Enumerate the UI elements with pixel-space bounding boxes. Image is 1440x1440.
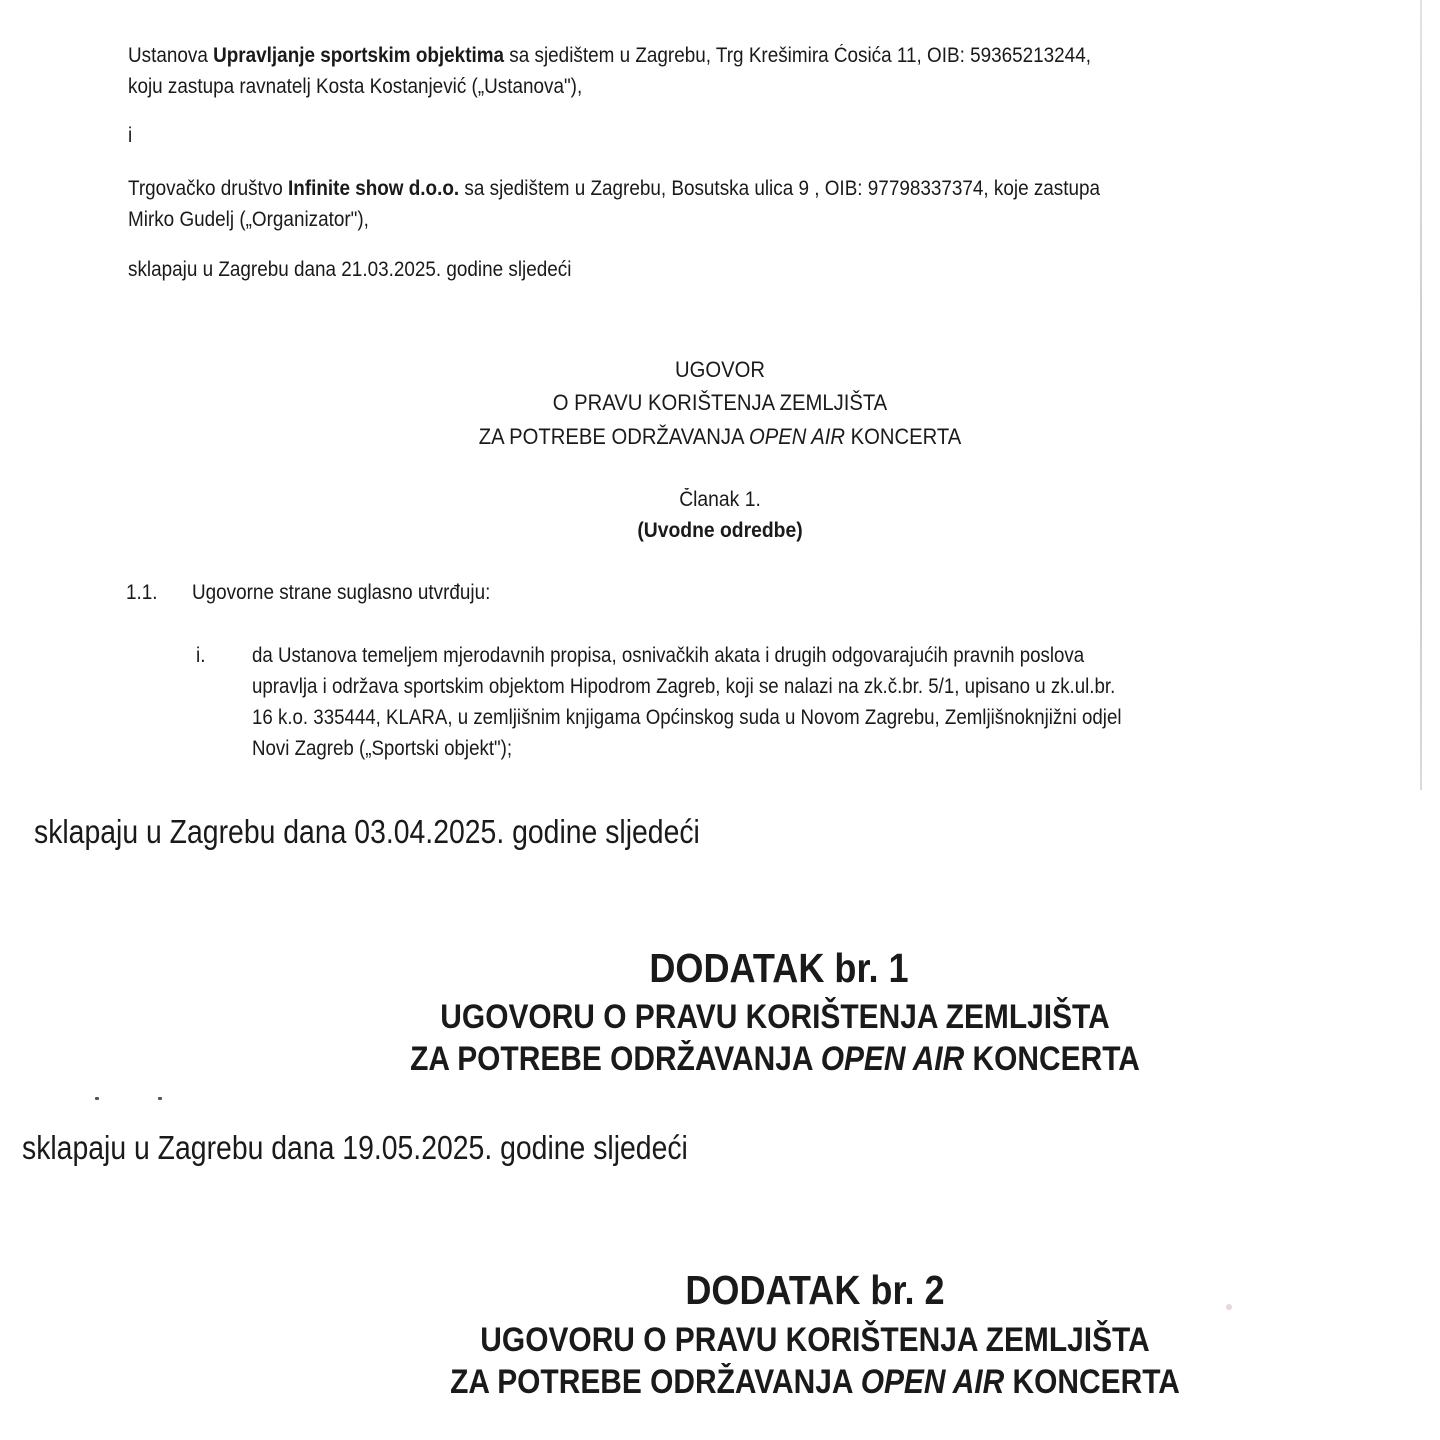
party1-line2: koju zastupa ravnatelj Kosta Kostanjević („Ustanova"), — [128, 75, 583, 98]
amendment2-signing-line: sklapaju u Zagrebu dana 19.05.2025. godine sljedeći — [22, 1129, 688, 1166]
amendment1-signing-line: sklapaju u Zagrebu dana 03.04.2025. godine sljedeći — [34, 813, 700, 850]
title-prefix: ZA POTREBE ODRŽAVANJA — [478, 424, 750, 449]
title-prefix: ZA POTREBE ODRŽAVANJA — [410, 1040, 821, 1078]
scan-speck — [158, 1097, 162, 1100]
party1-line1 — [128, 40, 1091, 71]
party2-details: sa sjedištem u Zagrebu, Bosutska ulica 9 , OIB: 97798337374, koje zastupa — [459, 177, 1101, 200]
article-heading: (Uvodne odredbe) — [637, 519, 803, 542]
scan-blot — [1226, 1304, 1232, 1310]
item-marker: i. — [196, 644, 206, 667]
scan-edge — [1420, 0, 1422, 790]
contract-title-line3 — [58, 420, 1383, 453]
conjunction: i — [128, 124, 133, 147]
amendment1-title-line3 — [141, 1038, 1408, 1080]
party1-name: Upravljanje sportskim objektima — [213, 44, 505, 67]
amendment2-title-line3 — [181, 1361, 1440, 1403]
amendment1-excerpt — [0, 800, 1440, 1100]
clause-number: 1.1. — [126, 581, 158, 604]
party2-name: Infinite show d.o.o. — [288, 177, 460, 200]
party2-line1 — [128, 173, 1100, 204]
item-line: upravlja i održava sportskim objektom Hipodrom Zagreb, koji se nalazi na zk.č.br. 5/1, upisano u zk.ul.br. — [252, 675, 1116, 698]
amendment2-excerpt — [0, 1110, 1440, 1440]
contract-title-line1: UGOVOR — [675, 357, 765, 382]
party2-prefix: Trgovačko društvo — [128, 177, 289, 200]
clause-text: Ugovorne strane suglasno utvrđuju: — [192, 581, 491, 604]
item-line: 16 k.o. 335444, KLARA, u zemljišnim knjigama Općinskog suda u Novom Zagrebu, Zemljišnoknjižni odjel — [252, 706, 1122, 729]
item-line: Novi Zagreb („Sportski objekt"); — [252, 737, 513, 760]
party1-prefix: Ustanova — [128, 44, 214, 67]
title-suffix: KONCERTA — [964, 1040, 1140, 1078]
scan-speck — [95, 1097, 99, 1100]
item-line: da Ustanova temeljem mjerodavnih propisa, osnivačkih akata i drugih odgovarajućih pravnih poslova — [252, 644, 1085, 667]
amendment2-title-line2: UGOVORU O PRAVU KORIŠTENJA ZEMLJIŠTA — [480, 1321, 1150, 1359]
title-prefix: ZA POTREBE ODRŽAVANJA — [450, 1363, 861, 1401]
title-suffix: KONCERTA — [845, 424, 962, 449]
amendment2-title: DODATAK br. 2 — [685, 1267, 945, 1313]
contract-signing-line: sklapaju u Zagrebu dana 21.03.2025. godine sljedeći — [128, 258, 572, 281]
title-italic: OPEN AIR — [820, 1040, 965, 1078]
amendment1-title-line2: UGOVORU O PRAVU KORIŠTENJA ZEMLJIŠTA — [440, 998, 1110, 1036]
title-italic: OPEN AIR — [860, 1363, 1005, 1401]
amendment1-title: DODATAK br. 1 — [649, 945, 909, 991]
title-italic: OPEN AIR — [749, 424, 846, 449]
party2-line2: Mirko Gudelj („Organizator"), — [128, 208, 369, 231]
party1-details: sa sjedištem u Zagrebu, Trg Krešimira Ćosića 11, OIB: 59365213244, — [504, 44, 1091, 67]
contract-title-line2: O PRAVU KORIŠTENJA ZEMLJIŠTA — [552, 390, 888, 415]
article-number: Članak 1. — [679, 488, 761, 511]
title-suffix: KONCERTA — [1004, 1363, 1180, 1401]
